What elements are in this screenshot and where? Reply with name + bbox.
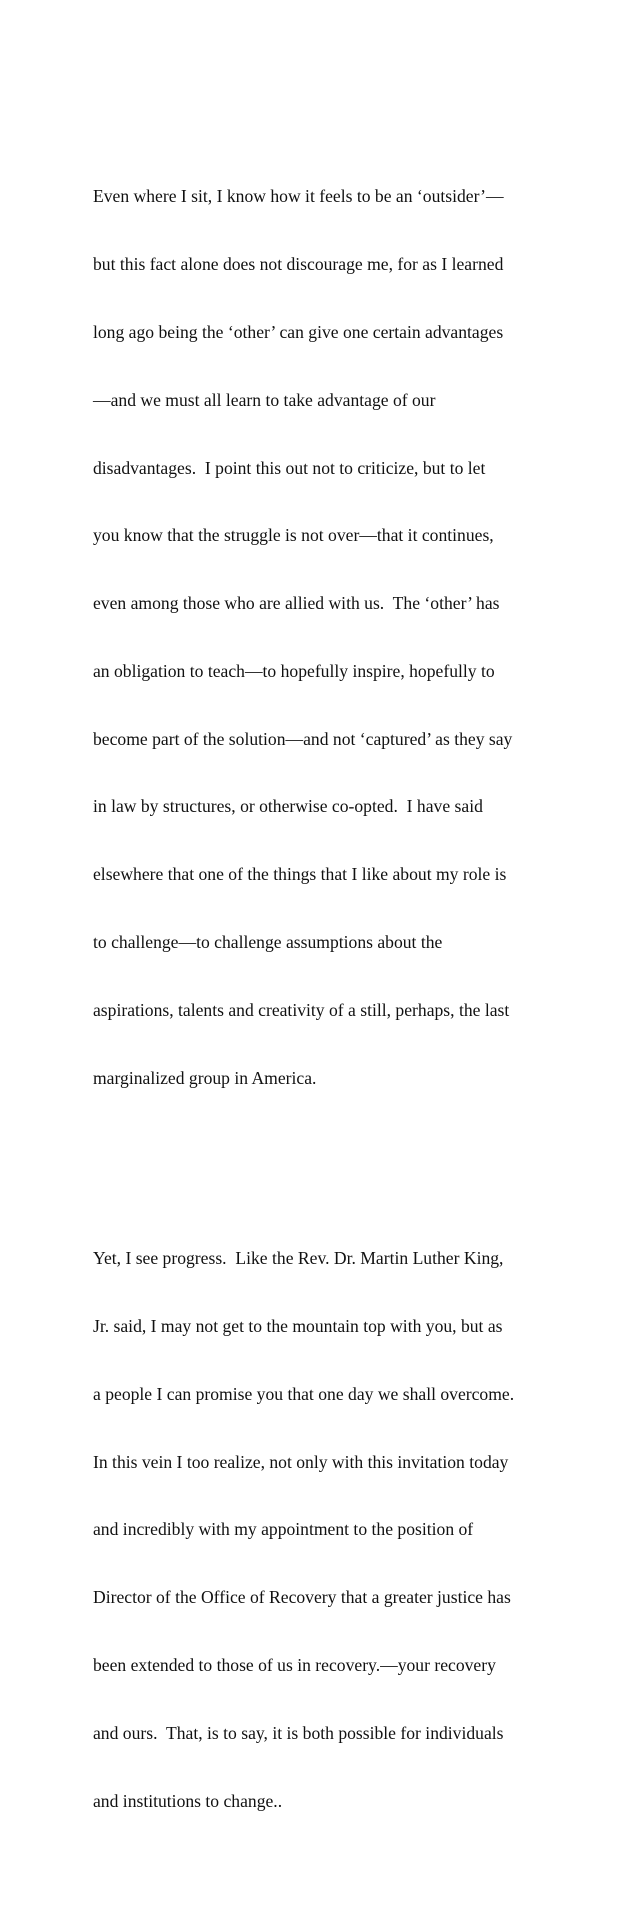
text-line: disadvantages. I point this out not to criticize, but to let [93, 457, 486, 478]
text-line: and ours. That, is to say, it is both possible for individuals [93, 1722, 504, 1743]
document-body [93, 95, 553, 1925]
text-line: even among those who are allied with us. The ‘other’ has [93, 593, 500, 614]
text-line: —and we must all learn to take advantage of our [93, 389, 436, 410]
text-line: aspirations, talents and creativity of a still, perhaps, the last [93, 999, 510, 1020]
text-line: Jr. said, I may not get to the mountain top with you, but as [93, 1316, 503, 1337]
text-line: long ago being the ‘other’ can give one certain advantages [93, 321, 504, 342]
text-line: become part of the solution—and not ‘captured’ as they say [93, 728, 513, 749]
paragraph-1 [93, 140, 553, 1134]
text-line: Yet, I see progress. Like the Rev. Dr. Martin Luther King, [93, 1248, 504, 1269]
text-line: and incredibly with my appointment to the position of [93, 1519, 474, 1540]
text-line: and institutions to change.. [93, 1790, 283, 1811]
text-line: to challenge—to challenge assumptions about the [93, 931, 443, 952]
text-line: marginalized group in America. [93, 1067, 317, 1088]
text-line: elsewhere that one of the things that I like about my role is [93, 864, 507, 885]
text-line: In this vein I too realize, not only with this invitation today [93, 1451, 509, 1472]
text-line: you know that the struggle is not over—that it continues, [93, 525, 494, 546]
text-line: been extended to those of us in recovery.—your recovery [93, 1654, 496, 1675]
text-line: a people I can promise you that one day we shall overcome. [93, 1383, 515, 1404]
paragraph-2 [93, 1202, 553, 1857]
text-line: but this fact alone does not discourage me, for as I learned [93, 254, 504, 275]
text-line: in law by structures, or otherwise co-opted. I have said [93, 796, 483, 817]
text-line: Director of the Office of Recovery that a greater justice has [93, 1587, 511, 1608]
text-line: Even where I sit, I know how it feels to be an ‘outsider’— [93, 186, 504, 207]
text-line: an obligation to teach—to hopefully inspire, hopefully to [93, 660, 495, 681]
